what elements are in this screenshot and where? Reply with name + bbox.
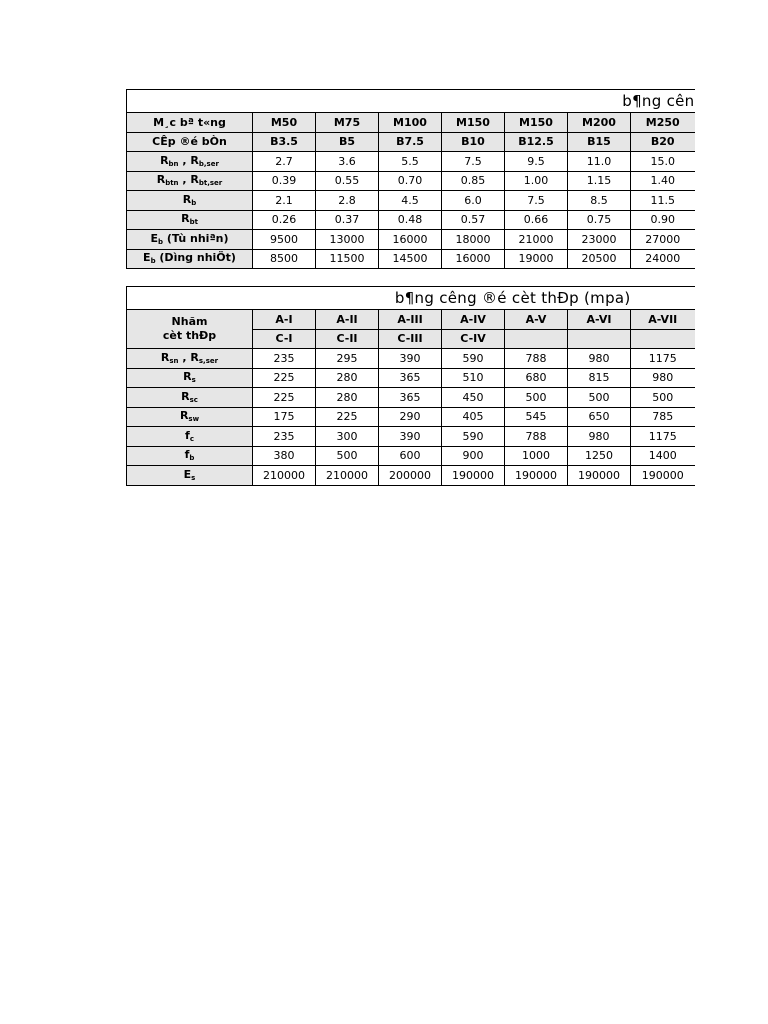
table-cell: 500 [631, 388, 695, 408]
table-cell: 0.48 [379, 210, 442, 230]
table-cell: 1000 [505, 446, 568, 466]
table-cell: 225 [253, 368, 316, 388]
row-label [127, 407, 253, 427]
row-label-a: R [182, 192, 192, 206]
row-label-a-sub: b [191, 198, 197, 207]
row-label-a-sub: bn [168, 159, 179, 168]
table-cell: 0.37 [316, 210, 379, 230]
row-label-a-sub: btn [165, 179, 179, 188]
table-cell: 200000 [379, 466, 442, 486]
table-cell: 0.85 [442, 171, 505, 191]
row-label-b-sub: bt,ser [198, 179, 223, 188]
table2-group-label-line1: Nhãm [171, 314, 208, 328]
table2-header-cell: A-VI [568, 310, 631, 330]
row-label-a: E [183, 467, 192, 481]
concrete-strength-table [126, 89, 695, 269]
table-cell: 16000 [442, 249, 505, 269]
table-cell: 6.0 [442, 191, 505, 211]
table-cell: 24000 [631, 249, 695, 269]
table1-header-grade-cell: M100 [379, 113, 442, 133]
table-cell: 815 [568, 368, 631, 388]
table-cell: 0.66 [505, 210, 568, 230]
table1-header-class-label: CÊp ®é bÒn [127, 132, 253, 152]
table2-header-cell: A-IV [442, 310, 505, 330]
row-label-a-sub: sn [169, 356, 179, 365]
table-cell: 290 [379, 407, 442, 427]
table-cell: 20500 [568, 249, 631, 269]
table-cell: 225 [316, 407, 379, 427]
table-row [127, 191, 695, 211]
table-cell: 11500 [316, 249, 379, 269]
table2-header2-cell: C-II [316, 329, 379, 349]
row-label [127, 210, 253, 230]
row-label-b: R [190, 153, 199, 167]
table-row [127, 427, 695, 447]
row-label-a: R [183, 370, 192, 384]
table-row [127, 368, 695, 388]
table-cell: 18000 [442, 230, 505, 250]
table-cell: 0.75 [568, 210, 631, 230]
row-label-sep: , [178, 153, 191, 167]
table-cell: 450 [442, 388, 505, 408]
row-label-suffix: (Tù nhiªn) [163, 231, 229, 245]
table-cell: 510 [442, 368, 505, 388]
table-cell: 7.5 [505, 191, 568, 211]
table-cell: 210000 [316, 466, 379, 486]
table1-header-class-cell: B3.5 [253, 132, 316, 152]
row-label-a-sub: c [189, 434, 194, 443]
table-cell: 2.1 [253, 191, 316, 211]
table-cell: 500 [568, 388, 631, 408]
table-cell: 2.8 [316, 191, 379, 211]
table-cell: 0.57 [442, 210, 505, 230]
table2-header2-cell: C-IV [442, 329, 505, 349]
table2-title: b¶ng cêng ®é cèt thÐp (mpa) [127, 287, 695, 310]
table-cell: 235 [253, 427, 316, 447]
table2-header-cell: A-III [379, 310, 442, 330]
row-label [127, 427, 253, 447]
table-cell: 14500 [379, 249, 442, 269]
table-cell: 680 [505, 368, 568, 388]
table2-header-cell: A-II [316, 310, 379, 330]
table-cell: 380 [253, 446, 316, 466]
table-cell: 27000 [631, 230, 695, 250]
table1-header-class-cell: B5 [316, 132, 379, 152]
row-label-a-sub: s [191, 376, 196, 385]
table2-header-row-1 [127, 310, 695, 330]
table-cell: 4.5 [379, 191, 442, 211]
row-label-a: f [185, 428, 190, 442]
table-cell: 545 [505, 407, 568, 427]
row-label-a-sub: b [189, 454, 195, 463]
row-label-a: R [181, 389, 190, 403]
row-label-suffix: (Dìng nhiÖt) [155, 251, 236, 265]
rebar-strength-table [126, 286, 695, 486]
table1-header-grade-cell: M250 [631, 113, 695, 133]
table-cell: 788 [505, 427, 568, 447]
row-label [127, 466, 253, 486]
table-cell: 600 [379, 446, 442, 466]
table1-header-grade-cell: M75 [316, 113, 379, 133]
row-label-a: R [160, 153, 169, 167]
table-cell: 9500 [253, 230, 316, 250]
table-cell: 980 [568, 427, 631, 447]
table-cell: 650 [568, 407, 631, 427]
table-cell: 1.40 [631, 171, 695, 191]
row-label [127, 171, 253, 191]
table1-header-grade-cell: M150 [442, 113, 505, 133]
row-label-a: E [150, 231, 159, 245]
table-cell: 190000 [505, 466, 568, 486]
row-label-a-sub: sw [188, 415, 200, 424]
table-cell: 9.5 [505, 152, 568, 172]
table-cell: 210000 [253, 466, 316, 486]
table-cell: 390 [379, 427, 442, 447]
table-cell: 900 [442, 446, 505, 466]
table-row [127, 407, 695, 427]
table1-header-class-cell: B10 [442, 132, 505, 152]
table-row [127, 152, 695, 172]
row-label-a: R [179, 409, 189, 423]
table-cell: 980 [568, 349, 631, 369]
table-cell: 980 [631, 368, 695, 388]
table-cell: 23000 [568, 230, 631, 250]
table1-header-row-grade [127, 113, 695, 133]
table2-group-label-line2: cèt thÐp [162, 329, 217, 342]
table-cell: 500 [505, 388, 568, 408]
table-cell: 785 [631, 407, 695, 427]
row-label-b: R [190, 173, 199, 187]
table2-header2-cell [631, 329, 695, 349]
table-cell: 295 [316, 349, 379, 369]
row-label [127, 388, 253, 408]
table2-header-cell: A-I [253, 310, 316, 330]
table-cell: 1400 [631, 446, 695, 466]
table-cell: 11.0 [568, 152, 631, 172]
table-cell: 300 [316, 427, 379, 447]
row-label-a-sub: b [150, 257, 156, 266]
table-cell: 1175 [631, 427, 695, 447]
table-cell: 8.5 [568, 191, 631, 211]
table-row [127, 466, 695, 486]
table-cell: 175 [253, 407, 316, 427]
table-cell: 7.5 [442, 152, 505, 172]
table-cell: 190000 [442, 466, 505, 486]
table-cell: 5.5 [379, 152, 442, 172]
table1-header-class-cell: B12.5 [505, 132, 568, 152]
row-label-a: R [160, 350, 170, 364]
table1-header-class-cell: B7.5 [379, 132, 442, 152]
table1-title: b¶ng cên [127, 90, 695, 113]
table-row [127, 388, 695, 408]
row-label-a-sub: b [158, 237, 164, 246]
table-cell: 1.15 [568, 171, 631, 191]
row-label-b-sub: b,ser [198, 159, 219, 168]
row-label-sep: , [178, 350, 191, 364]
table2-header-cell: A-V [505, 310, 568, 330]
table-cell: 1.00 [505, 171, 568, 191]
table2-header2-cell: C-I [253, 329, 316, 349]
table-cell: 2.7 [253, 152, 316, 172]
table-row [127, 171, 695, 191]
table1-header-grade-label: M¸c bª t«ng [127, 113, 253, 133]
table-cell: 0.26 [253, 210, 316, 230]
table-cell: 390 [379, 349, 442, 369]
table-row [127, 210, 695, 230]
row-label [127, 368, 253, 388]
table1-header-grade-cell: M150 [505, 113, 568, 133]
table-cell: 0.70 [379, 171, 442, 191]
row-label [127, 152, 253, 172]
table-cell: 280 [316, 388, 379, 408]
row-label-a: E [143, 251, 151, 265]
row-label-a-sub: sc [189, 395, 198, 404]
table-cell: 0.55 [316, 171, 379, 191]
table1-header-grade-cell: M200 [568, 113, 631, 133]
table-cell: 15.0 [631, 152, 695, 172]
table-cell: 225 [253, 388, 316, 408]
table1-header-class-cell: B20 [631, 132, 695, 152]
table1-header-row-class [127, 132, 695, 152]
table-row [127, 446, 695, 466]
row-label-a: R [181, 212, 190, 226]
table2-group-label [127, 310, 253, 349]
row-label [127, 446, 253, 466]
table-cell: 590 [442, 349, 505, 369]
table-cell: 235 [253, 349, 316, 369]
table-cell: 16000 [379, 230, 442, 250]
table-cell: 19000 [505, 249, 568, 269]
row-label-b-sub: s,ser [198, 356, 219, 365]
row-label [127, 191, 253, 211]
row-label [127, 349, 253, 369]
table-cell: 13000 [316, 230, 379, 250]
table-cell: 1175 [631, 349, 695, 369]
table-cell: 788 [505, 349, 568, 369]
table-row [127, 349, 695, 369]
table1-header-grade-cell: M50 [253, 113, 316, 133]
table2-header2-cell [505, 329, 568, 349]
row-label-b: R [190, 350, 199, 364]
table-cell: 280 [316, 368, 379, 388]
table-cell: 190000 [568, 466, 631, 486]
table-row [127, 230, 695, 250]
table-cell: 21000 [505, 230, 568, 250]
row-label-sep: , [178, 173, 191, 187]
table-cell: 365 [379, 368, 442, 388]
row-label [127, 249, 253, 269]
table-cell: 590 [442, 427, 505, 447]
table2-header-cell: A-VII [631, 310, 695, 330]
table-row [127, 249, 695, 269]
row-label-a-sub: s [191, 473, 196, 482]
table-cell: 500 [316, 446, 379, 466]
row-label [127, 230, 253, 250]
table-cell: 0.90 [631, 210, 695, 230]
table-cell: 8500 [253, 249, 316, 269]
table-cell: 190000 [631, 466, 695, 486]
row-label-a: f [184, 448, 190, 462]
table1-header-class-cell: B15 [568, 132, 631, 152]
table-cell: 11.5 [631, 191, 695, 211]
table-cell: 1250 [568, 446, 631, 466]
table-cell: 3.6 [316, 152, 379, 172]
table2-header2-cell [568, 329, 631, 349]
table-cell: 0.39 [253, 171, 316, 191]
row-label-a: R [156, 173, 166, 187]
table2-header2-cell: C-III [379, 329, 442, 349]
table-cell: 365 [379, 388, 442, 408]
table-cell: 405 [442, 407, 505, 427]
row-label-a-sub: bt [189, 218, 198, 227]
